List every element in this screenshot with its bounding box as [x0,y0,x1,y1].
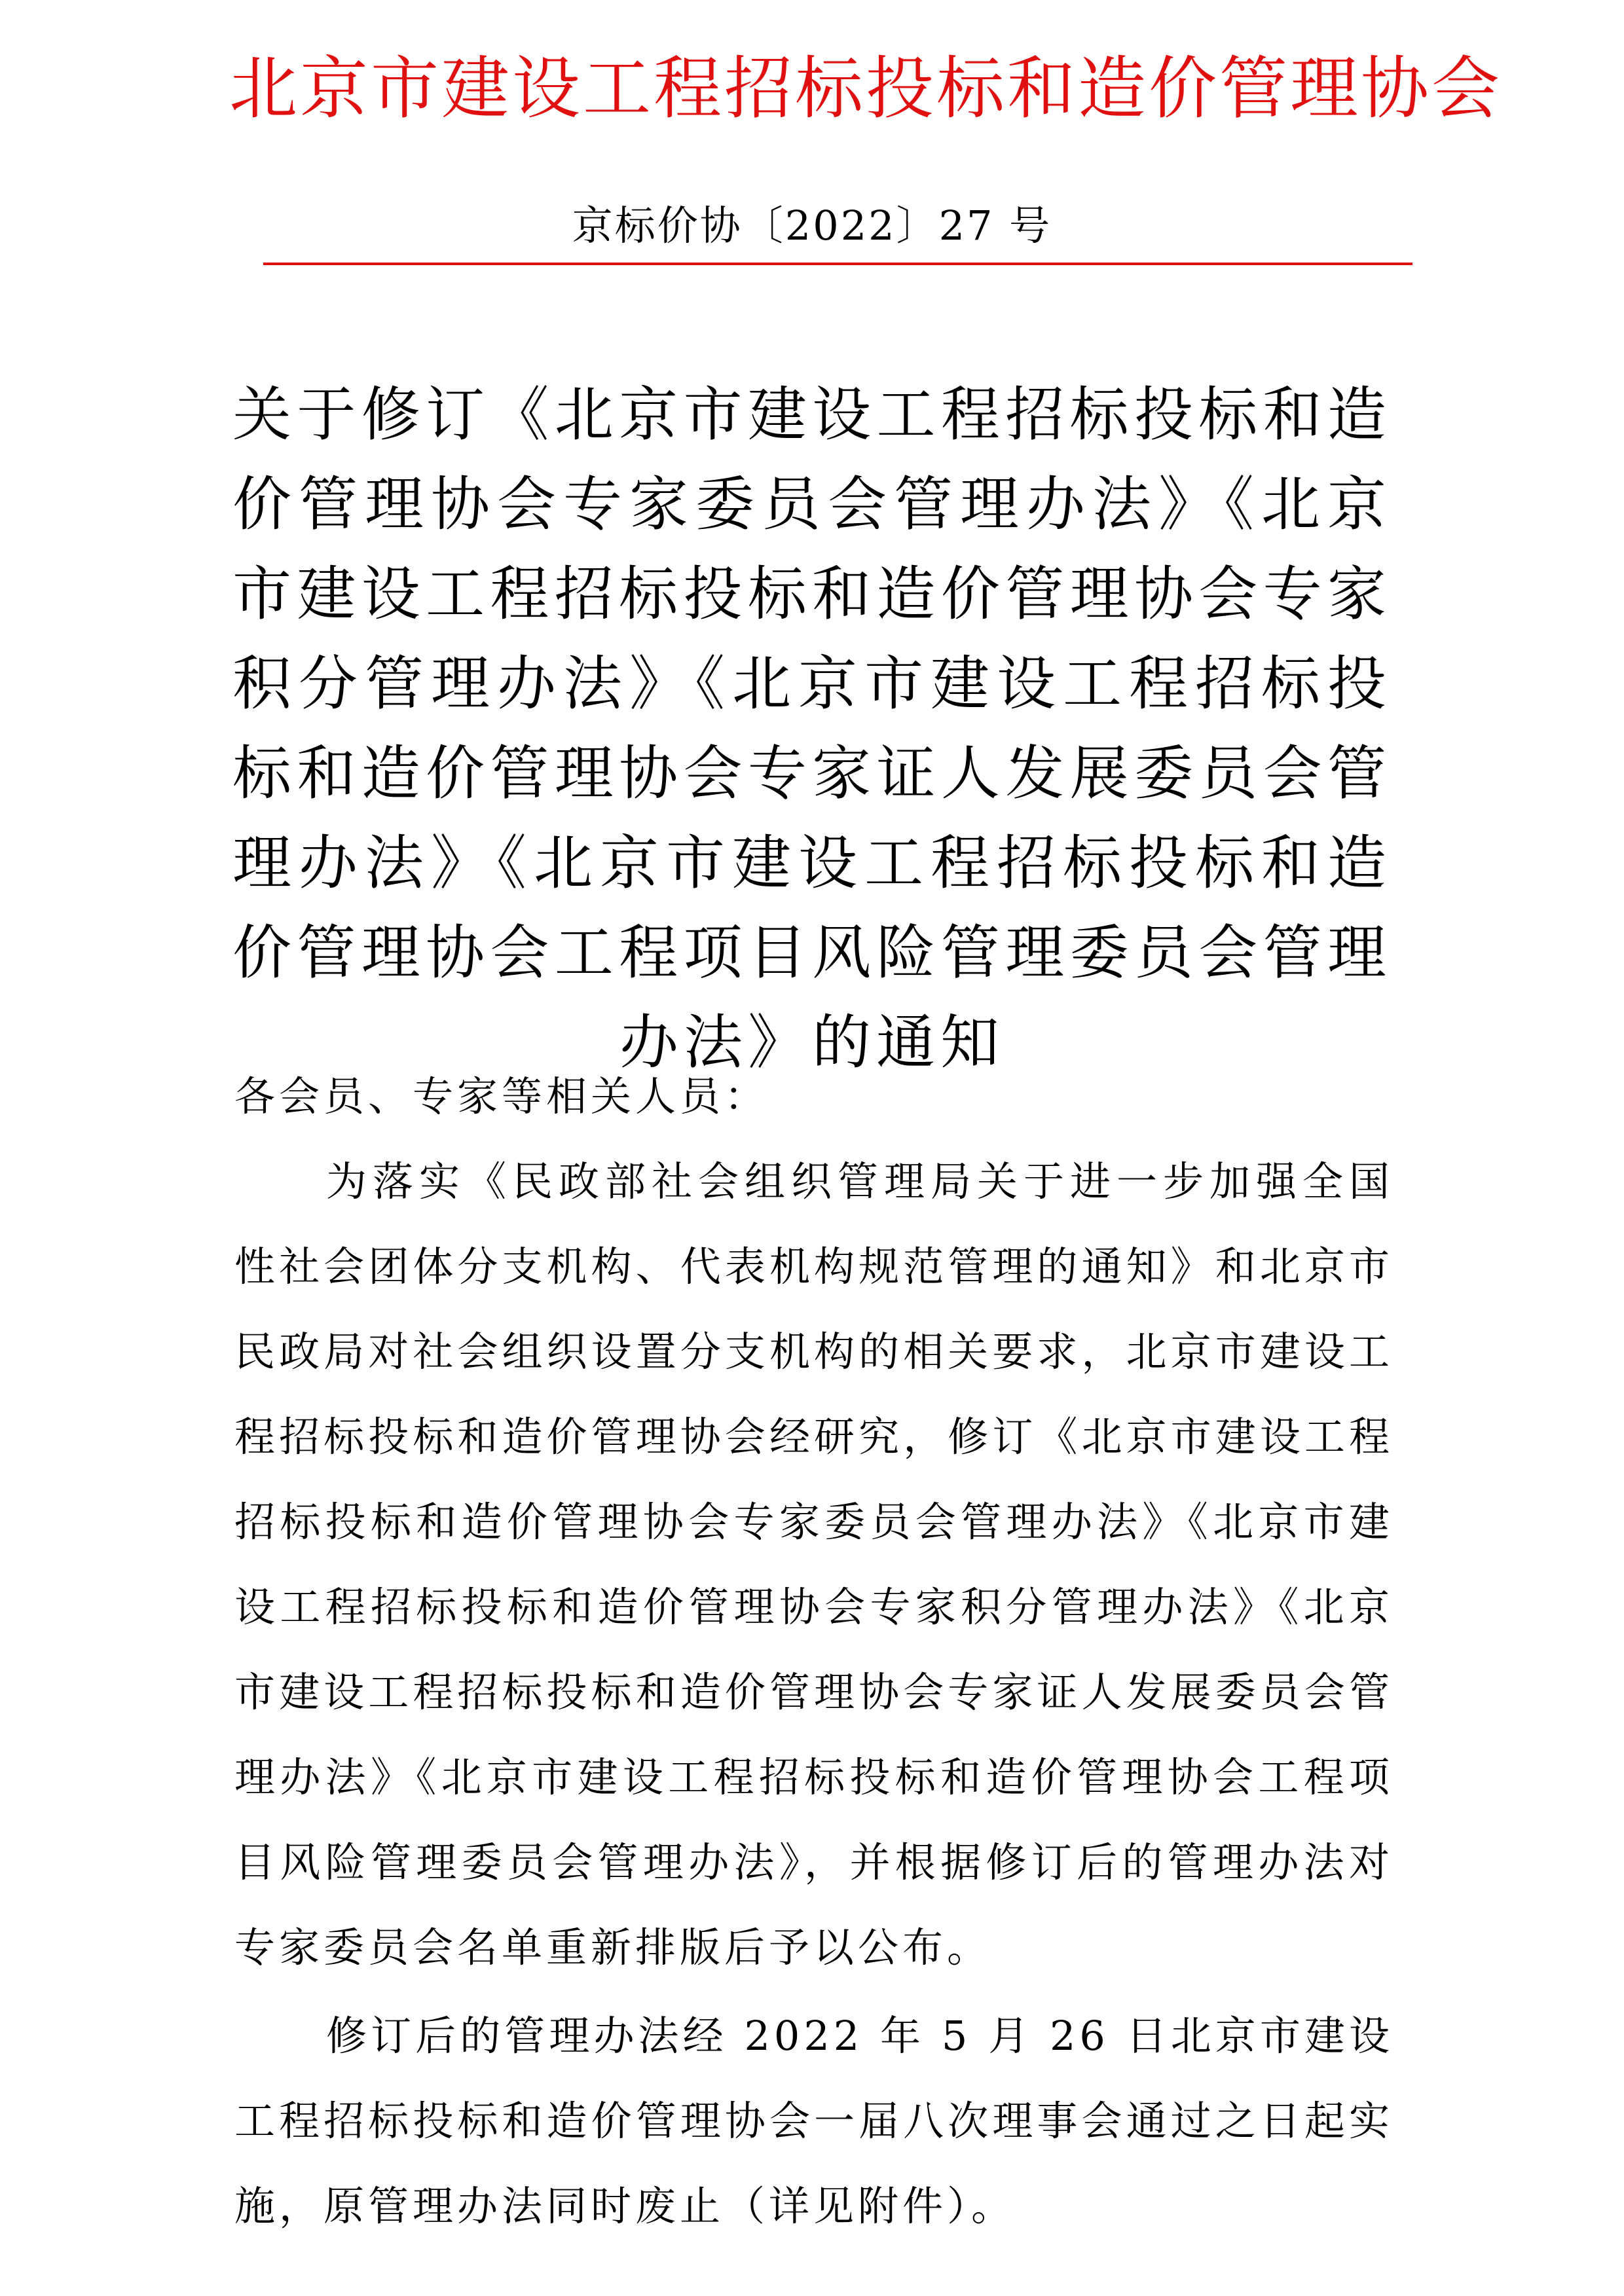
header-divider [263,263,1412,265]
document-number: 京标价协〔2022〕27 号 [572,202,1052,249]
body-paragraph: 修订后的管理办法经 2022 年 5 月 26 日北京市建设工程招标投标和造价管理协会一届八次理事会通过之日起实施，原管理办法同时废止（详见附件）。 [234,2012,1393,2230]
body-paragraph: 为落实《民政部社会组织管理局关于进一步加强全国性社会团体分支机构、代表机构规范管理的通知》和北京市民政局对社会组织设置分支机构的相关要求，北京市建设工程招标投标和造价管理协会经研究，修订《北京市建设工程招标投标和造价管理协会专家委员会管理办法》《北京市建设工程招标投标和造价管理协会专家积分管理办法》《北京市建设工程招标投标和造价管理协会专家证人发展委员会管理办法》《北京市建设工程招标投标和造价管理协会工程项目风险管理委员会管理办法》，并根据修订后的管理办法对专家委员会名单重新排版后予以公布。 [234,1157,1393,1971]
salutation: 各会员、专家等相关人员： [234,1072,769,1120]
document-title: 关于修订《北京市建设工程招标投标和造价管理协会专家委员会管理办法》《北京市建设工程招标投标和造价管理协会专家积分管理办法》《北京市建设工程招标投标和造价管理协会专家证人发展委员会管理办法》《北京市建设工程招标投标和造价管理协会工程项目风险管理委员会管理办法》的通知 [232,380,1392,1077]
organization-header: 北京市建设工程招标投标和造价管理协会 [229,48,1503,128]
